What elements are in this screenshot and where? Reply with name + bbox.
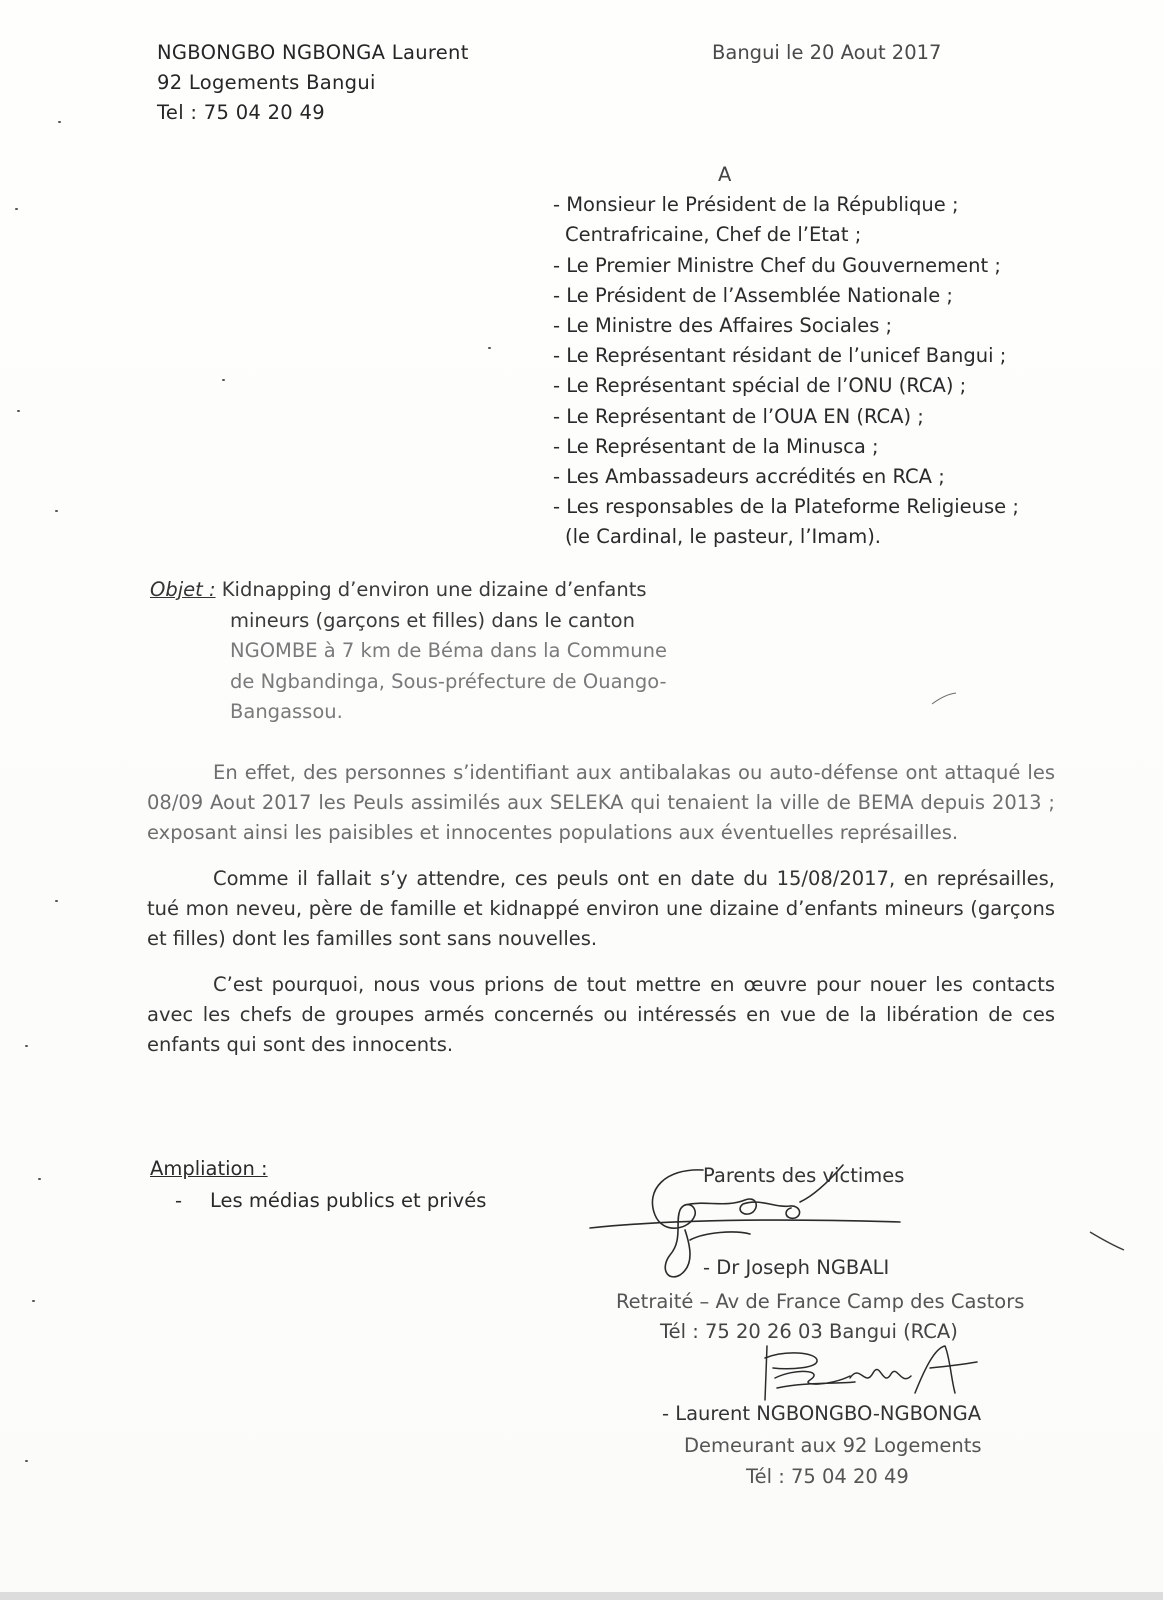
ampliation-dash: - (175, 1189, 183, 1212)
recipients-heading: A (718, 163, 732, 186)
subject-line: de Ngbandinga, Sous-préfecture de Ouango- (230, 669, 667, 693)
signature-ngbali (585, 1160, 915, 1290)
body-paragraph: C’est pourquoi, nous vous prions de tout mettre en œuvre pour nouer les contacts avec les chefs de groupes armés concernés ou intéressés en vue de la libération de ces enfants qui sont des innocents. (147, 973, 1055, 1056)
subject-block (150, 575, 710, 728)
body-paragraph: En effet, des personnes s’identifiant aux antibalakas ou auto-défense ont attaqué les 08/09 Aout 2017 les Peuls assimilés aux SELEKA qui tenaient la ville de BEMA depuis 2013 ; exposant ainsi les paisibles et innocentes populations aux éventuelles représailles. (147, 761, 1055, 844)
scan-mark (1088, 1228, 1128, 1258)
recipient-line: - Les responsables de la Plateforme Religieuse ; (553, 495, 1019, 519)
signatory-tel-1: Tél : 75 20 26 03 Bangui (RCA) (660, 1320, 958, 1343)
recipient-line: - Le Représentant résidant de l’unicef Bangui ; (553, 344, 1007, 368)
sender-tel: Tel : 75 04 20 49 (157, 101, 325, 124)
signatory-tel-2: Tél : 75 04 20 49 (746, 1465, 909, 1488)
recipient-line: (le Cardinal, le pasteur, l’Imam). (565, 525, 882, 549)
subject-line: Kidnapping d’environ une dizaine d’enfants (221, 578, 647, 601)
recipient-line: - Le Président de l’Assemblée Nationale ; (553, 283, 953, 307)
recipient-line: - Le Premier Ministre Chef du Gouvernement ; (553, 253, 1001, 277)
recipient-line: - Les Ambassadeurs accrédités en RCA ; (553, 465, 945, 489)
signatory-name-1: - Dr Joseph NGBALI (703, 1256, 890, 1279)
ampliation-title: Ampliation : (150, 1157, 268, 1180)
page-edge (0, 1592, 1163, 1600)
scan-mark (930, 690, 960, 710)
letter-date: Bangui le 20 Aout 2017 (712, 41, 942, 64)
signature-ngbongbo (755, 1338, 985, 1413)
recipient-line: - Le Représentant de la Minusca ; (553, 434, 879, 458)
signatory-name-2: - Laurent NGBONGBO-NGBONGA (662, 1402, 982, 1425)
recipient-line: Centrafricaine, Chef de l’Etat ; (565, 223, 862, 247)
sender-block (157, 38, 469, 128)
letter-body (147, 758, 1055, 1076)
recipient-line: - Monsieur le Président de la République ; (553, 193, 959, 217)
ampliation-item: Les médias publics et privés (210, 1189, 487, 1212)
recipients-block (553, 160, 1093, 553)
signatory-role-1: Retraité – Av de France Camp des Castors (616, 1290, 1025, 1313)
subject-line: NGOMBE à 7 km de Béma dans la Commune (230, 639, 667, 662)
signatory-address-2: Demeurant aux 92 Logements (684, 1434, 982, 1457)
recipient-line: - Le Représentant spécial de l’ONU (RCA) ; (553, 374, 967, 398)
subject-label: Objet : (150, 578, 216, 601)
recipient-line: - Le Ministre des Affaires Sociales ; (553, 314, 893, 338)
recipient-line: - Le Représentant de l’OUA EN (RCA) ; (553, 404, 924, 428)
ampliation-block (150, 1153, 486, 1217)
subject-line: mineurs (garçons et filles) dans le canton (230, 608, 635, 632)
sender-name: NGBONGBO NGBONGA Laurent (157, 41, 469, 64)
sender-address: 92 Logements Bangui (157, 71, 376, 94)
signatories-heading: Parents des victimes (703, 1164, 905, 1187)
body-paragraph: Comme il fallait s’y attendre, ces peuls ont en date du 15/08/2017, en représailles, tué mon neveu, père de famille et kidnappé environ une dizaine d’enfants mineurs (garçons et filles) dont les familles sont sans nouvelles. (147, 867, 1055, 950)
subject-line: Bangassou. (230, 700, 343, 723)
